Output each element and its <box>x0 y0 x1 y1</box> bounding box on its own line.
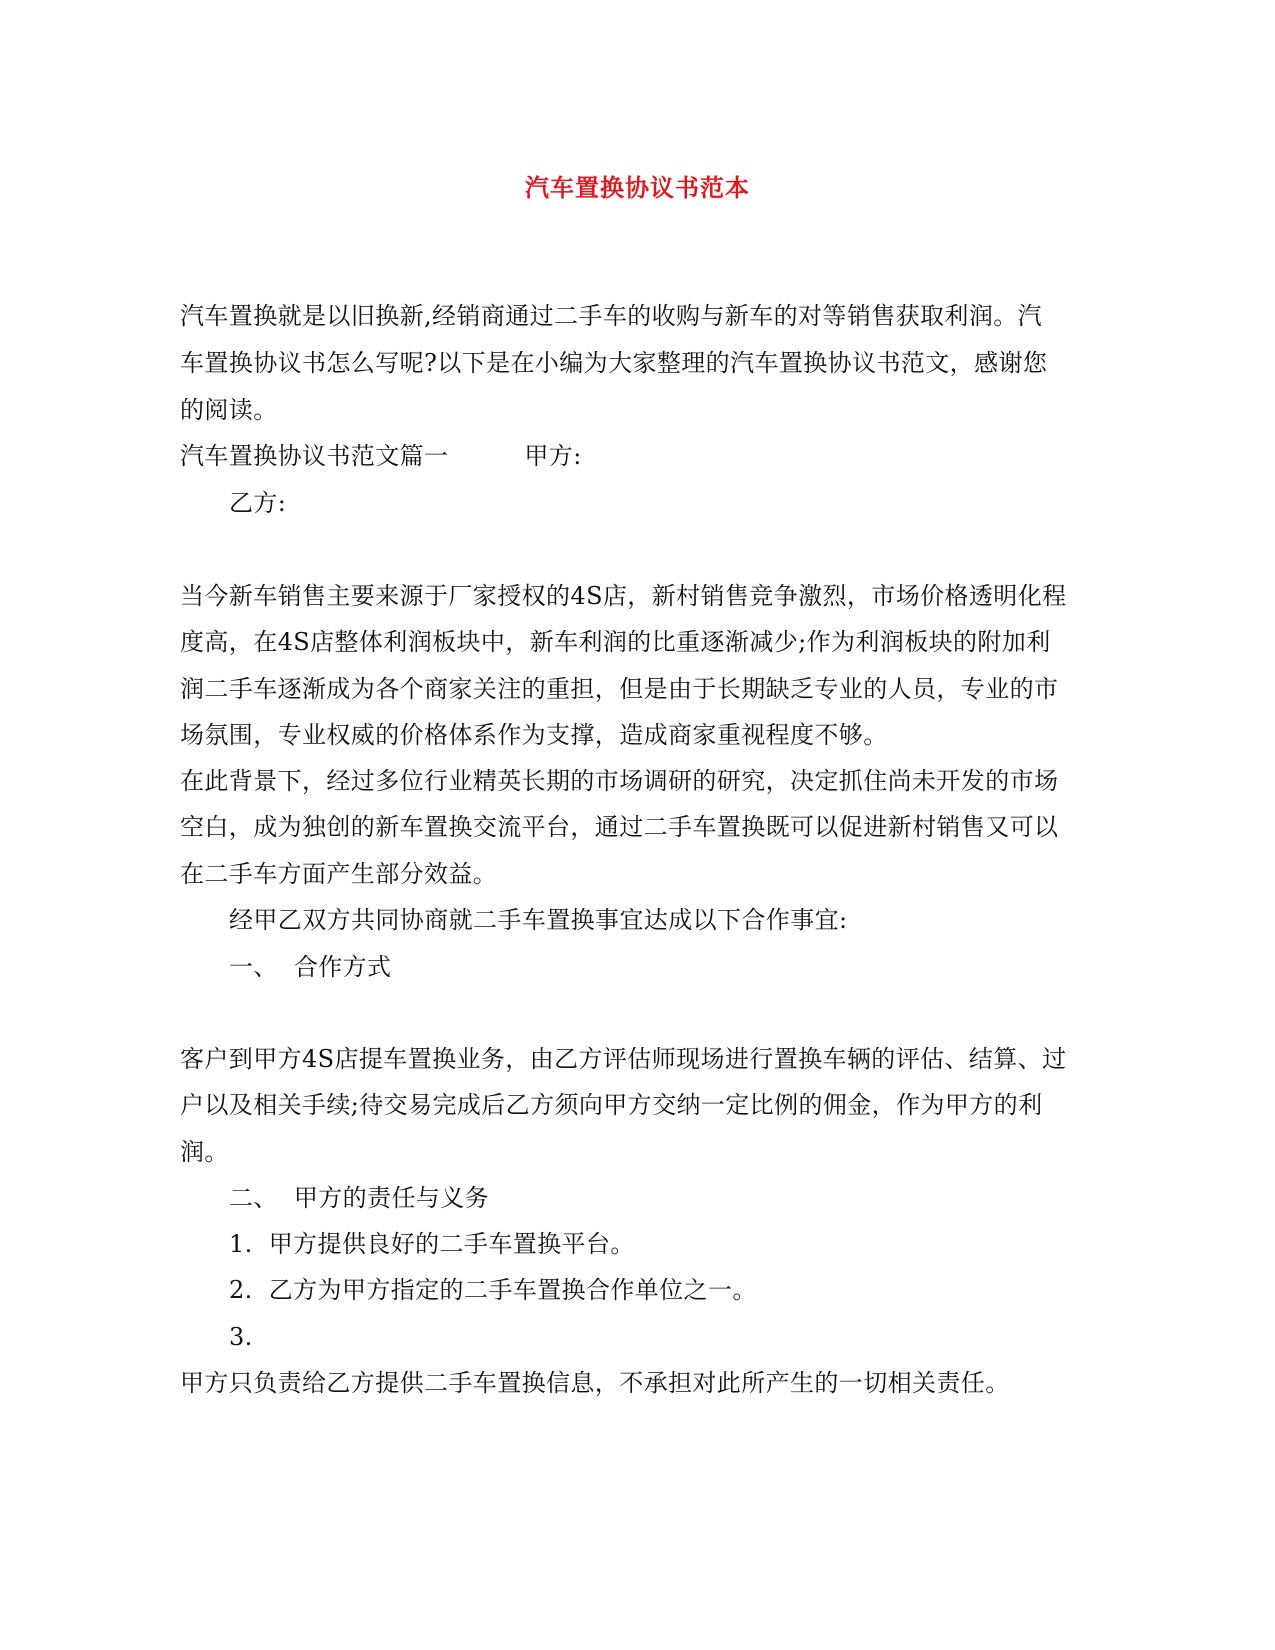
background-line-1: 当今新车销售主要来源于厂家授权的4S店，新村销售竞争激烈，市场价格透明化程 <box>180 582 1067 610</box>
party-a-label: 甲方: <box>524 442 582 470</box>
background-line-3: 润二手车逐渐成为各个商家关注的重担，但是由于长期缺乏专业的人员，专业的市 <box>180 675 1059 703</box>
background-line-4: 场氛围，专业权威的价格体系作为支撑，造成商家重视程度不够。 <box>180 721 888 749</box>
section-2-item-3-text: 甲方只负责给乙方提供二手车置换信息，不承担对此所产生的一切相关责任。 <box>180 1369 1010 1397</box>
section-2-item-3-number: 3. <box>229 1323 253 1351</box>
section-1-line-1: 客户到甲方4S店提车置换业务，由乙方评估师现场进行置换车辆的评估、结算、过 <box>180 1045 1067 1073</box>
section-2-item-2: 2. 乙方为甲方指定的二手车置换合作单位之一。 <box>229 1276 757 1304</box>
party-b-label: 乙方: <box>229 489 287 517</box>
context-line-2: 空白，成为独创的新车置换交流平台，通过二手车置换既可以促进新村销售又可以 <box>180 813 1059 841</box>
agreement-intro: 经甲乙双方共同协商就二手车置换事宜达成以下合作事宜: <box>229 906 848 934</box>
background-line-2: 度高，在4S店整体利润板块中，新车利润的比重逐渐减少;作为利润板块的附加利 <box>180 628 1051 656</box>
context-line-1: 在此背景下，经过多位行业精英长期的市场调研的研究，决定抓住尚未开发的市场 <box>180 767 1059 795</box>
intro-line-1: 汽车置换就是以旧换新,经销商通过二手车的收购与新车的对等销售获取利润。汽 <box>180 302 1043 330</box>
section-label: 汽车置换协议书范文篇一 <box>180 442 449 470</box>
context-line-3: 在二手车方面产生部分效益。 <box>180 860 498 888</box>
intro-line-2: 车置换协议书怎么写呢?以下是在小编为大家整理的汽车置换协议书范文，感谢您 <box>180 349 1048 377</box>
section-2-heading: 二、 甲方的责任与义务 <box>229 1184 490 1212</box>
section-1-line-2: 户以及相关手续;待交易完成后乙方须向甲方交纳一定比例的佣金，作为甲方的利 <box>180 1091 1043 1119</box>
document-title: 汽车置换协议书范本 <box>525 173 750 202</box>
section-2-item-1: 1. 甲方提供良好的二手车置换平台。 <box>229 1230 635 1258</box>
parties-line <box>180 441 582 471</box>
intro-line-3: 的阅读。 <box>180 396 278 424</box>
section-1-heading: 一、 合作方式 <box>229 953 392 981</box>
section-1-line-3: 润。 <box>180 1138 229 1166</box>
